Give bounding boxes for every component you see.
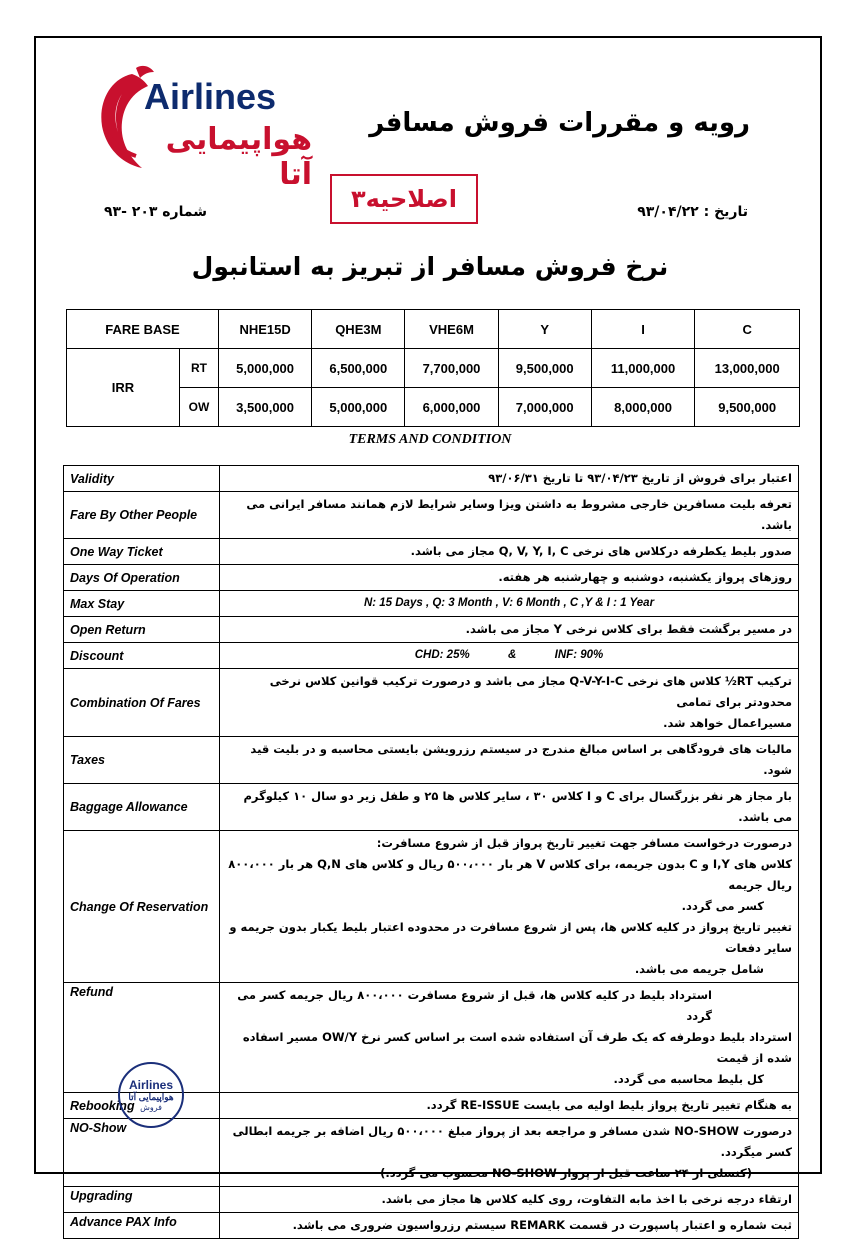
term-value: [220, 784, 799, 831]
term-key: Baggage Allowance: [64, 784, 220, 831]
term-key: Open Return: [64, 617, 220, 643]
issue-date: تاریخ : ۹۳/۰۴/۲۲: [637, 204, 748, 220]
logo-brand-text: Airlines: [144, 76, 277, 117]
term-line: مالیات های فرودگاهی بر اساس مبالغ مندرج در سیستم رزرویشن بایستی محاسبه و در بلیت قید شود.: [250, 742, 792, 777]
currency-label: IRR: [67, 349, 180, 427]
fare-class-header: Y: [498, 310, 591, 349]
term-line: درصورت NO-SHOW شدن مسافر و مراجعه بعد از پرواز مبلغ ۵۰۰،۰۰۰ ریال اضافه بر جریمه ابطالی کسر میگردد.: [232, 1124, 792, 1159]
term-line: ترکیب RT½ کلاس های نرخی Q-V-Y-I-C مجاز می باشد و درصورت ترکیب قوانین کلاس نرخی محدودتر برای تمامی: [269, 674, 792, 709]
fare-class-header: I: [591, 310, 695, 349]
term-value: [220, 591, 799, 617]
fare-class-header: NHE15D: [219, 310, 312, 349]
term-value: [220, 983, 799, 1093]
term-row: [64, 617, 799, 643]
fare-cell: 11,000,000: [591, 349, 695, 388]
term-key: Days Of Operation: [64, 565, 220, 591]
term-key: Upgrading: [64, 1187, 220, 1213]
stamp-brand-fa: هواپیمایی آتا: [128, 1092, 174, 1102]
term-value: [220, 466, 799, 492]
term-row: [64, 669, 799, 737]
term-value: [220, 831, 799, 983]
term-key: One Way Ticket: [64, 539, 220, 565]
term-value: [220, 492, 799, 539]
term-key: Taxes: [64, 737, 220, 784]
term-value: [220, 1187, 799, 1213]
term-line: استرداد بلیط دوطرفه که یک طرف آن استفاده شده است بر اساس کسر نرخ OW/Y مسیر اسفاده شده از قیمت: [242, 1030, 792, 1065]
term-line: کسر می گردد.: [681, 899, 764, 913]
term-row: [64, 539, 799, 565]
fare-header-row: [67, 310, 800, 349]
ata-airlines-logo: [92, 64, 312, 192]
term-row: [64, 591, 799, 617]
term-line: ارتقاء درجه نرخی با اخذ مابه التفاوت، روی کلیه کلاس ها مجاز می باشد.: [381, 1192, 792, 1206]
fare-cell: 6,000,000: [405, 388, 498, 427]
term-key: Validity: [64, 466, 220, 492]
term-key: Change Of Reservation: [64, 831, 220, 983]
term-line: مسیراعمال خواهد شد.: [663, 716, 792, 730]
term-line: در مسیر برگشت فقط برای کلاس نرخی Y مجاز می باشد.: [465, 622, 792, 636]
term-line: روزهای پرواز یکشنبه، دوشنبه و چهارشنبه هر هفته.: [498, 570, 792, 584]
fare-row-rt: [67, 349, 800, 388]
fare-cell: 7,000,000: [498, 388, 591, 427]
fare-cell: 8,000,000: [591, 388, 695, 427]
term-line: ثبت شماره و اعتبار پاسپورت در قسمت REMARK سیستم رزرواسیون ضروری می باشد.: [292, 1218, 792, 1232]
term-value: [220, 669, 799, 737]
term-key: Fare By Other People: [64, 492, 220, 539]
term-row: [64, 643, 799, 669]
fare-cell: 7,700,000: [405, 349, 498, 388]
fare-cell: 9,500,000: [498, 349, 591, 388]
term-line: تغییر تاریخ پرواز در کلیه کلاس ها، پس از شروع مسافرت در محدوده اعتبار بلیط یکبار بدون جریمه و سایر دفعات: [229, 920, 792, 955]
fare-cell: 6,500,000: [312, 349, 405, 388]
term-row: [64, 831, 799, 983]
term-value: [220, 1093, 799, 1119]
term-line: CHD: 25% & INF: 90%: [414, 649, 604, 661]
trip-type: RT: [180, 349, 219, 388]
fare-cell: 3,500,000: [219, 388, 312, 427]
term-line: تعرفه بلیت مسافرین خارجی مشروط به داشتن ویزا وسایر شرایط لازم همانند مسافر ایرانی می باشد.: [246, 497, 792, 532]
term-row: [64, 1187, 799, 1213]
term-key: Discount: [64, 643, 220, 669]
stamp-brand: Airlines: [128, 1078, 173, 1092]
term-value: [220, 643, 799, 669]
term-value: [220, 1213, 799, 1239]
term-key: Rebooking: [64, 1093, 220, 1119]
sales-stamp: [118, 1062, 184, 1128]
term-line: به هنگام تغییر تاریخ پرواز بلیط اولیه می بایست RE-ISSUE گردد.: [426, 1098, 792, 1112]
fare-cell: 13,000,000: [695, 349, 800, 388]
term-key: Combination Of Fares: [64, 669, 220, 737]
term-line: کل بلیط محاسبه می گردد.: [613, 1072, 764, 1086]
terms-title: TERMS AND CONDITION: [348, 432, 512, 447]
logo-brand-fa: هواپیمایی آتا: [165, 122, 312, 192]
fare-cell: 9,500,000: [695, 388, 800, 427]
term-value: [220, 539, 799, 565]
route-title: نرخ فروش مسافر از تبریز به استانبول: [191, 252, 669, 281]
fare-class-header: VHE6M: [405, 310, 498, 349]
term-line: اعتبار برای فروش از تاریخ ۹۳/۰۴/۲۳ تا تاریخ ۹۳/۰۶/۳۱: [488, 471, 792, 485]
term-row: [64, 492, 799, 539]
term-line: N: 15 Days , Q: 3 Month , V: 6 Month , C ,Y & I : 1 Year: [363, 597, 655, 609]
term-row: [64, 466, 799, 492]
term-line: استرداد بلیط در کلیه کلاس ها، قبل از شروع مسافرت ۸۰۰،۰۰۰ ریال جریمه کسر می گردد: [237, 988, 712, 1023]
term-key: Advance PAX Info: [64, 1213, 220, 1239]
term-row: [64, 565, 799, 591]
fare-class-header: C: [695, 310, 800, 349]
term-row: [64, 1119, 799, 1187]
terms-table: [63, 465, 799, 1239]
trip-type: OW: [180, 388, 219, 427]
fare-base-label: FARE BASE: [67, 310, 219, 349]
term-key: Refund: [64, 983, 220, 1093]
fare-cell: 5,000,000: [312, 388, 405, 427]
fare-class-header: QHE3M: [312, 310, 405, 349]
circular-number: شماره ۲۰۳ -۹۳: [104, 204, 208, 220]
term-key: NO-Show: [64, 1119, 220, 1187]
fare-table: [66, 309, 800, 427]
page-title: رویه و مقررات فروش مسافر: [369, 108, 750, 138]
term-value: [220, 1119, 799, 1187]
term-value: [220, 737, 799, 784]
term-row: [64, 784, 799, 831]
term-value: [220, 565, 799, 591]
term-line: صدور بلیط یکطرفه درکلاس های نرخی Q, V, Y, I, C مجاز می باشد.: [410, 544, 792, 558]
term-line: کلاس های I,Y و C بدون جریمه، برای کلاس V هر بار ۵۰۰،۰۰۰ ریال و کلاس های Q,N هر بار ۸۰۰،۰۰۰ ریال جریمه: [228, 857, 792, 892]
term-line: (کنسلی از ۲۴ ساعت قبل از پرواز NO-SHOW محسوب می گردد.): [380, 1166, 752, 1180]
term-row: [64, 1213, 799, 1239]
amendment-badge: اصلاحیه۳: [330, 174, 478, 224]
term-key: Max Stay: [64, 591, 220, 617]
term-value: [220, 617, 799, 643]
term-line: بار مجاز هر نفر بزرگسال برای C و I کلاس ۳۰ ، سایر کلاس ها ۲۵ و طفل زیر دو سال ۱۰ کیلوگرم می باشد.: [243, 789, 792, 824]
stamp-label: فروش: [140, 1103, 162, 1112]
fare-cell: 5,000,000: [219, 349, 312, 388]
term-line: شامل جریمه می باشد.: [634, 962, 764, 976]
term-row: [64, 737, 799, 784]
term-line: درصورت درخواست مسافر جهت تغییر تاریخ پرواز قبل از شروع مسافرت:: [376, 836, 792, 850]
